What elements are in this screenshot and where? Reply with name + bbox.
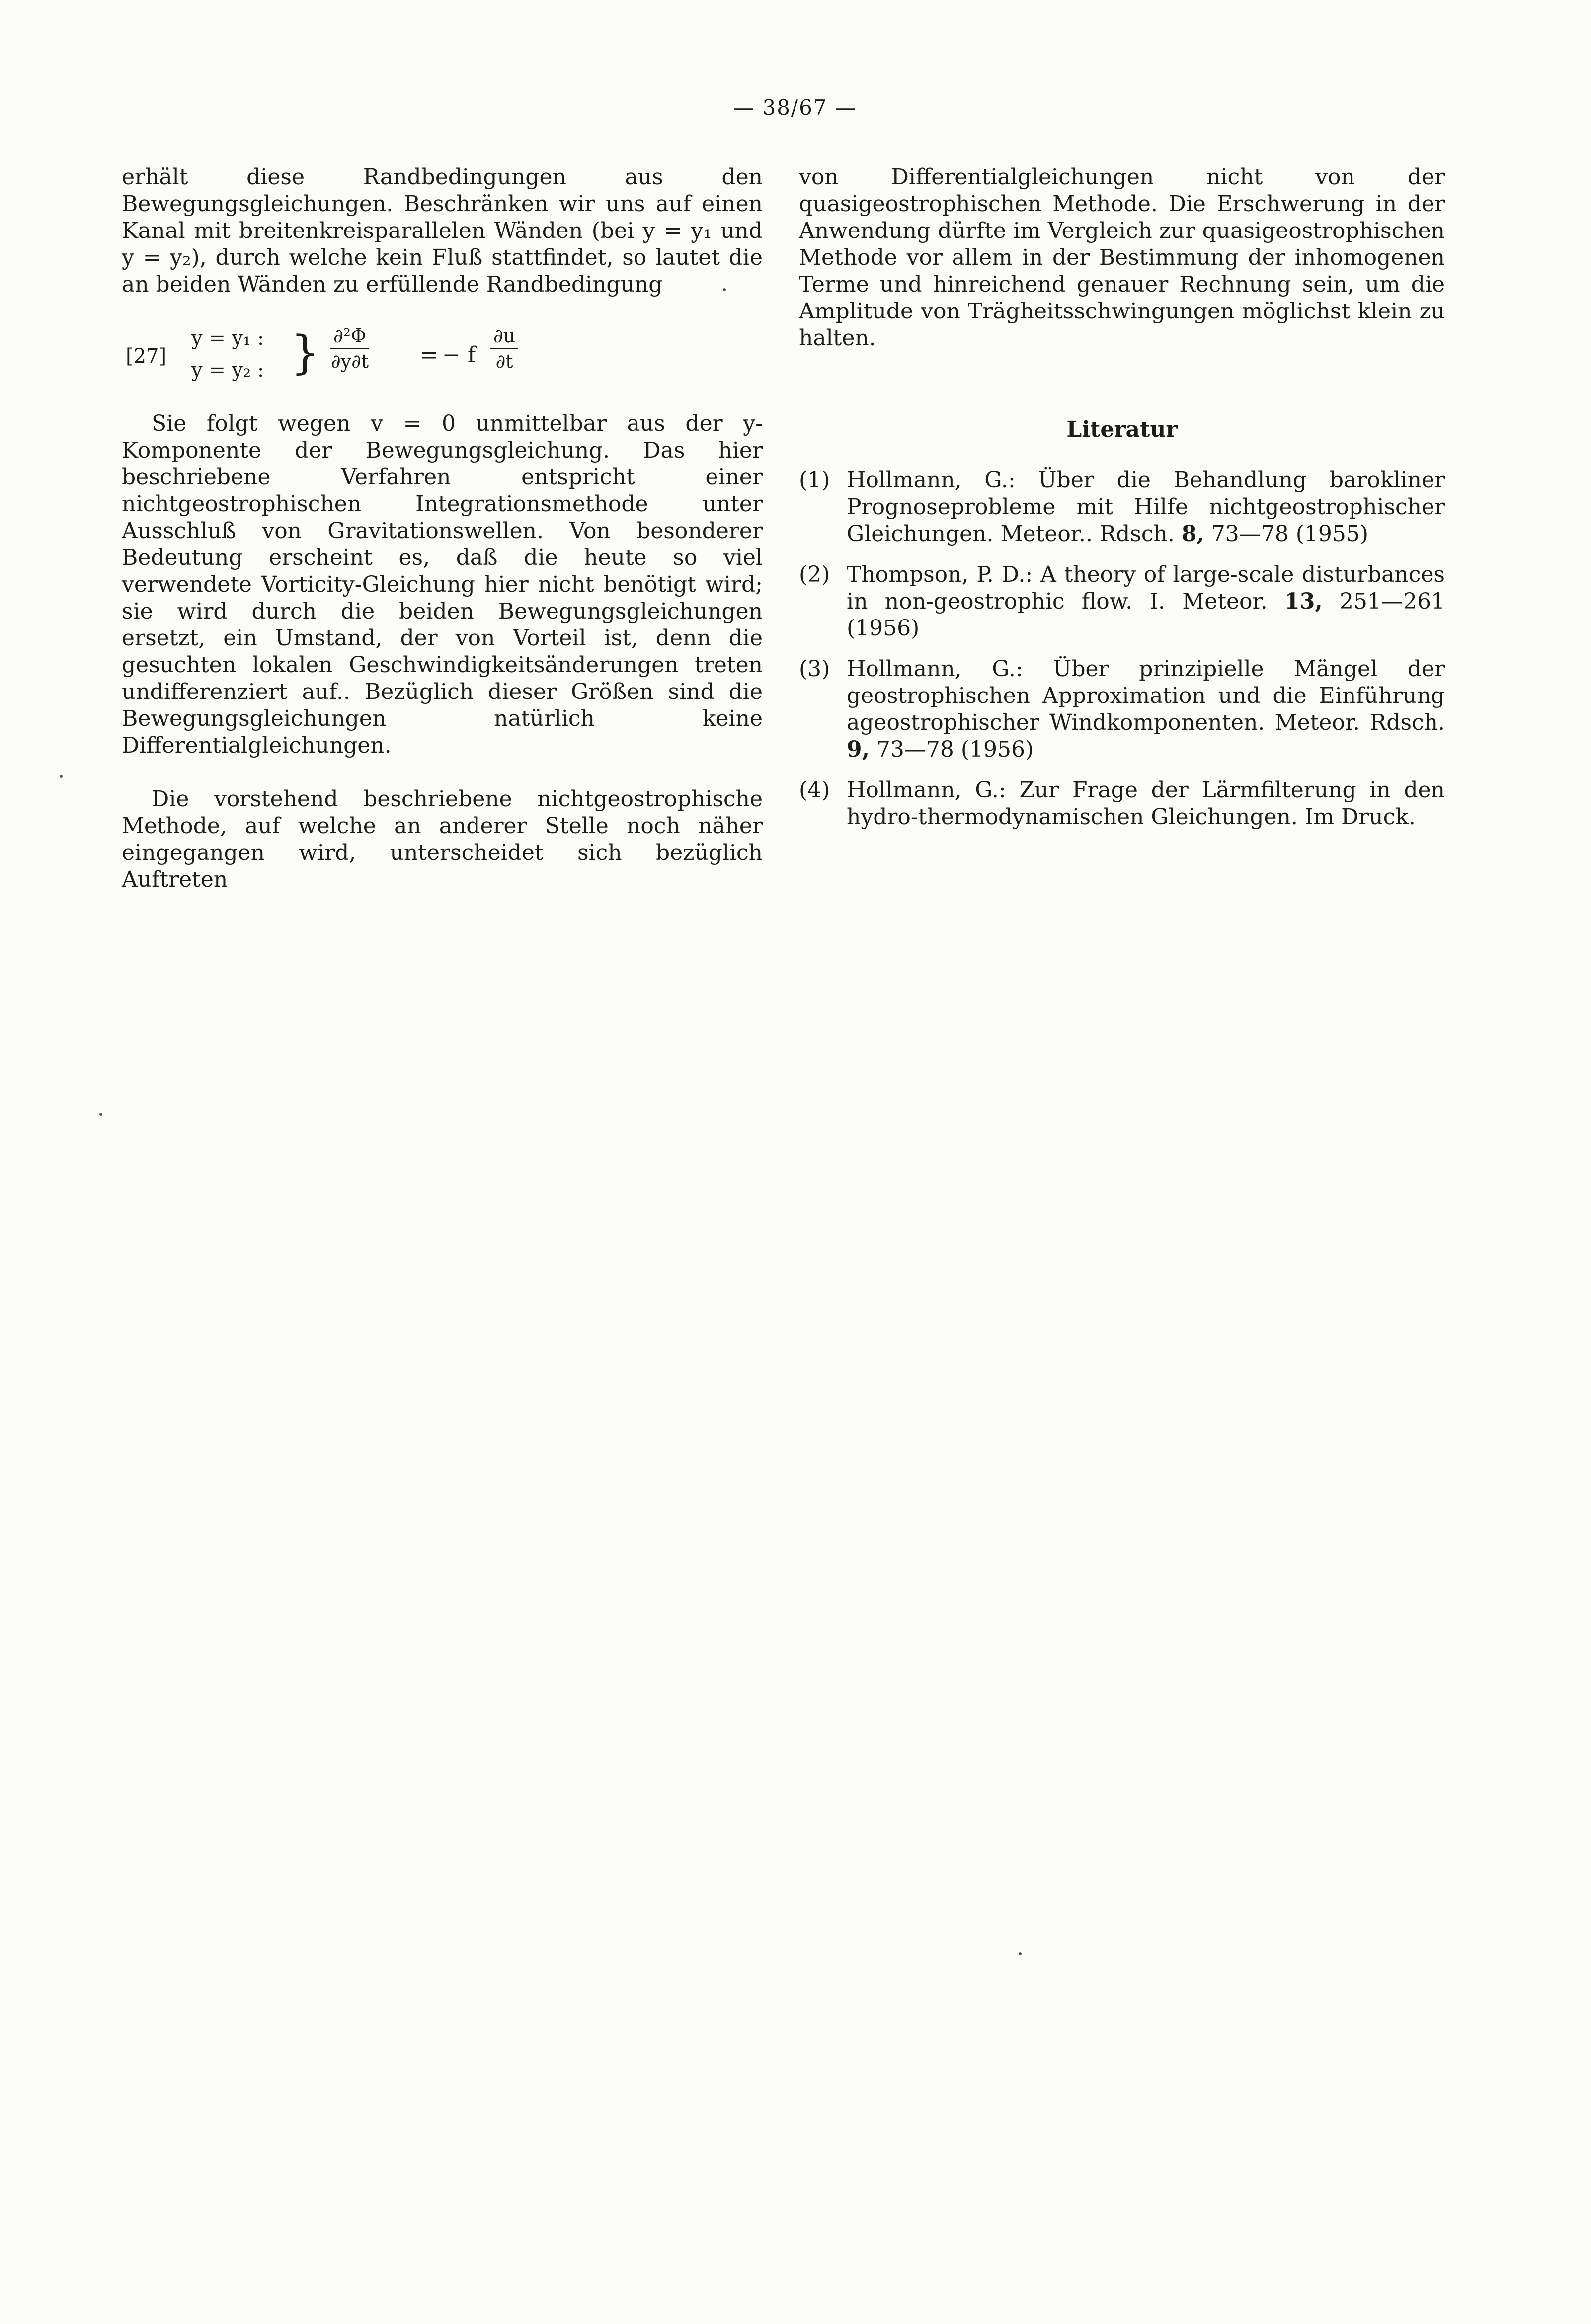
- left-column: [122, 164, 763, 920]
- scan-speck: [1019, 1952, 1022, 1955]
- reference-text: Hollmann, G.: Zur Frage der Lärmfilterung in den hydro-thermodynamischen Gleichungen. Im Druck.: [847, 777, 1445, 830]
- reference-number: (1): [799, 467, 830, 493]
- paragraph: Sie folgt wegen v = 0 unmittelbar aus der y-Komponente der Bewegungsgleichung. Das hier beschriebene Verfahren entspricht einer nichtgeostrophischen Integrationsmethode unter Ausschluß von Gravitationswellen. Von besonderer Bedeutung erscheint es, daß die heute so viel verwendete Vorticity-Gleichung hier nicht benötigt wird; sie wird durch die beiden Bewegungsgleichungen ersetzt, ein Umstand, der von Vorteil ist, denn die gesuchten lokalen Geschwindigkeitsänderungen treten undifferenziert auf.. Bezüglich dieser Größen sind die Bewegungsgleichungen natürlich keine Differentialgleichungen.: [122, 411, 763, 758]
- rhs-numerator: ∂u: [490, 325, 518, 349]
- equals-sign: =: [420, 342, 438, 368]
- reference-item: [799, 561, 1445, 642]
- reference-volume: 9,: [847, 737, 870, 762]
- brace-symbol: }: [291, 326, 320, 379]
- paragraph: von Differentialgleichungen nicht von der quasigeostrophischen Methode. Die Erschwerung in der Anwendung dürfte im Vergleich zur quasigeostrophischen Methode vor allem in der Bestimmung der inhomogenen Terme und hinreichend genauer Rechnung sein, um die Amplitude von Trägheitsschwingungen möglichst klein zu halten.: [799, 164, 1445, 351]
- right-column: [799, 164, 1445, 845]
- scan-speck: [99, 1113, 102, 1116]
- reference-item: [799, 656, 1445, 763]
- equation-27: [122, 325, 763, 389]
- reference-number: (2): [799, 562, 830, 587]
- reference-item: [799, 467, 1445, 547]
- rhs-fraction: [490, 325, 518, 372]
- scan-speck: [60, 775, 63, 778]
- reference-pages-year: 73—78 (1956): [876, 737, 1034, 762]
- lhs-numerator: ∂²Φ: [330, 325, 369, 349]
- reference-item: [799, 777, 1445, 831]
- equation-number: [27]: [126, 345, 167, 368]
- reference-text: Thompson, P. D.: A theory of large-scale disturbances in non-geostrophic flow. I. Meteor.: [847, 562, 1445, 614]
- reference-number: (3): [799, 656, 830, 682]
- minus-f-term: − f: [442, 342, 476, 368]
- lhs-denominator: ∂y∂t: [331, 350, 369, 372]
- reference-pages-year: 251—261 (1956): [847, 589, 1445, 641]
- reference-volume: 8,: [1181, 521, 1204, 546]
- reference-text: Hollmann, G.: Über die Behandlung barokliner Prognoseprobleme mit Hilfe nichtgeostrophischer Gleichungen. Meteor.. Rdsch.: [847, 467, 1445, 546]
- paragraph: erhält diese Randbedingungen aus den Bewegungsgleichungen. Beschränken wir uns auf einen Kanal mit breitenkreisparallelen Wänden (bei y = y₁ und y = y₂), durch welche kein Fluß stattfindet, so lautet die an beiden Wänden zu erfüllende Randbedingung: [122, 164, 763, 297]
- paragraph: Die vorstehend beschriebene nichtgeostrophische Methode, auf welche an anderer Stelle noch näher eingegangen wird, unterscheidet sich bezüglich Auftreten: [122, 786, 763, 892]
- reference-text: Hollmann, G.: Über prinzipielle Mängel der geostrophischen Approximation und die Einführung ageostrophischer Windkomponenten. Meteor. Rdsch.: [847, 656, 1445, 735]
- boundary-condition-1: y = y₁ :: [191, 327, 264, 350]
- reference-pages-year: 73—78 (1955): [1211, 521, 1369, 546]
- literature-heading: Literatur: [1066, 417, 1178, 442]
- reference-number: (4): [799, 777, 830, 803]
- lhs-fraction: [330, 325, 369, 372]
- reference-volume: 13,: [1284, 589, 1323, 614]
- page-number: — 38/67 —: [733, 95, 857, 120]
- boundary-condition-2: y = y₂ :: [191, 359, 264, 382]
- reference-list: [799, 467, 1445, 831]
- rhs-denominator: ∂t: [495, 350, 513, 372]
